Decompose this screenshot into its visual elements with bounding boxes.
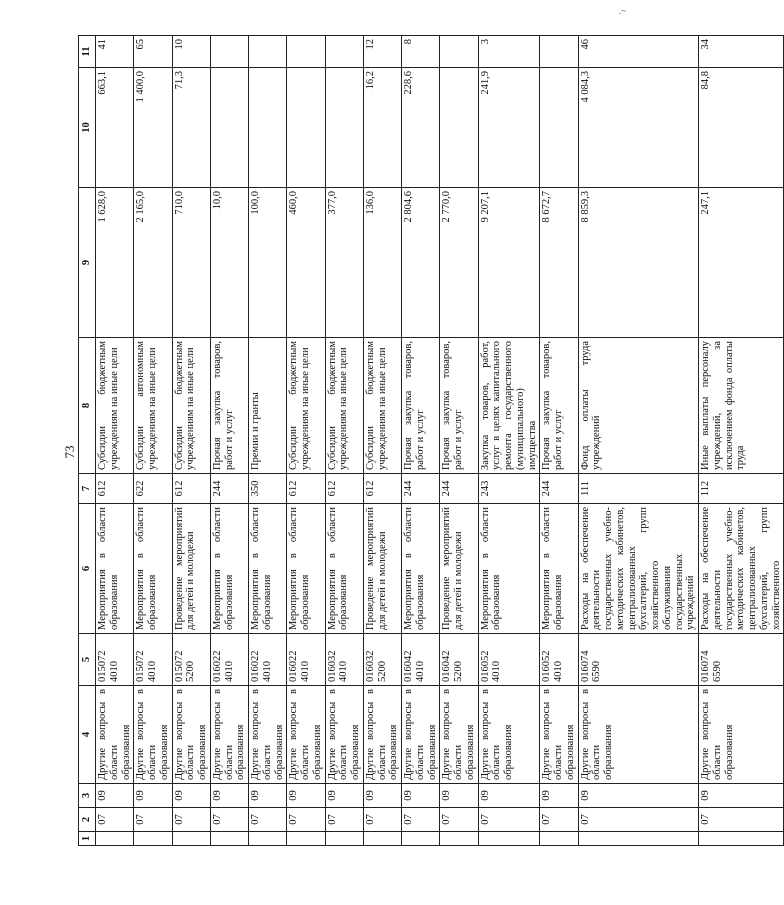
subsection-cell: 09 [287,784,325,808]
section-cell: 07 [402,808,440,832]
expense-type-code-cell: 622 [134,474,172,504]
expense-type-code-cell: 244 [440,474,478,504]
percent-cell: 34 [699,36,784,68]
table-row [402,36,440,846]
section-name-cell: Другие вопросы в области образования [287,686,325,784]
expense-type-cell: Прочая закупка товаров, работ и услуг [402,338,440,474]
blank-cell [363,832,401,846]
percent-cell: 12 [363,36,401,68]
target-code-cell: 016074 6590 [699,634,784,686]
expense-type-code-cell: 612 [363,474,401,504]
expense-type-cell: Премии и гранты [249,338,287,474]
expense-type-code-cell: 244 [540,474,578,504]
subsection-cell: 09 [325,784,363,808]
table-row [578,36,699,846]
subsection-cell: 09 [440,784,478,808]
section-cell: 07 [134,808,172,832]
expense-type-cell: Субсидии бюджетным учреждениям на иные цели [287,338,325,474]
subsection-cell: 09 [249,784,287,808]
purpose-cell: Расходы на обеспечение деятельности государственных учебно-методических кабинетов, централизованных бухгалтерий, групп хозяйственного [699,504,784,634]
subsection-cell: 09 [172,784,210,808]
header-cell: 2 [79,808,96,832]
percent-cell [440,36,478,68]
section-name-cell: Другие вопросы в области образования [325,686,363,784]
section-cell: 07 [249,808,287,832]
section-cell: 07 [478,808,540,832]
purpose-cell: Мероприятия в области образования [478,504,540,634]
expense-type-code-cell: 612 [172,474,210,504]
percent-cell: 65 [134,36,172,68]
budget-table [78,35,784,846]
expense-type-code-cell: 111 [578,474,699,504]
section-cell: 07 [172,808,210,832]
subsection-cell: 09 [540,784,578,808]
section-cell: 07 [699,808,784,832]
rotated-page [78,36,782,846]
planned-amount-cell: 10,0 [210,188,248,338]
purpose-cell: Мероприятия в области образования [134,504,172,634]
blank-cell [325,832,363,846]
table-row [478,36,540,846]
blank-cell [172,832,210,846]
planned-amount-cell: 710,0 [172,188,210,338]
purpose-cell: Проведение мероприятий для детей и молодежи [363,504,401,634]
executed-amount-cell: 84,8 [699,68,784,188]
executed-amount-cell [249,68,287,188]
expense-type-cell: Иные выплаты персоналу учреждений, за исключением фонда оплаты труда [699,338,784,474]
section-name-cell: Другие вопросы в области образования [210,686,248,784]
section-cell: 07 [578,808,699,832]
header-cell: 3 [79,784,96,808]
subsection-cell: 09 [699,784,784,808]
expense-type-code-cell: 244 [210,474,248,504]
expense-type-cell: Субсидии бюджетным учреждениям на иные цели [363,338,401,474]
blank-cell [699,832,784,846]
purpose-cell: Мероприятия в области образования [210,504,248,634]
section-name-cell: Другие вопросы в области образования [96,686,134,784]
percent-cell: 3 [478,36,540,68]
planned-amount-cell: 460,0 [287,188,325,338]
expense-type-cell: Субсидии автономным учреждениям на иные цели [134,338,172,474]
percent-cell: 8 [402,36,440,68]
expense-type-cell: Прочая закупка товаров, работ и услуг [440,338,478,474]
expense-type-cell: Прочая закупка товаров, работ и услуг [210,338,248,474]
expense-type-cell: Прочая закупка товаров, работ и услуг [540,338,578,474]
executed-amount-cell: 16,2 [363,68,401,188]
target-code-cell: 015072 4010 [134,634,172,686]
executed-amount-cell: 241,9 [478,68,540,188]
table-row [440,36,478,846]
section-name-cell: Другие вопросы в области образования [578,686,699,784]
expense-type-cell: Субсидии бюджетным учреждениям на иные цели [172,338,210,474]
expense-type-code-cell: 244 [402,474,440,504]
expense-type-cell: Субсидии бюджетным учреждениям на иные цели [96,338,134,474]
section-name-cell: Другие вопросы в области образования [363,686,401,784]
blank-cell [287,832,325,846]
purpose-cell: Мероприятия в области образования [402,504,440,634]
purpose-cell: Мероприятия в области образования [540,504,578,634]
header-cell: 1 [79,832,96,846]
planned-amount-cell: 2 770,0 [440,188,478,338]
blank-cell [249,832,287,846]
expense-type-code-cell: 350 [249,474,287,504]
section-name-cell: Другие вопросы в области образования [402,686,440,784]
blank-cell [478,832,540,846]
section-cell: 07 [363,808,401,832]
blank-cell [96,832,134,846]
executed-amount-cell: 4 084,3 [578,68,699,188]
blank-cell [134,832,172,846]
executed-amount-cell: 228,6 [402,68,440,188]
table-row [325,36,363,846]
purpose-cell: Расходы на обеспечение деятельности государственных учебно-методических кабинетов, централизованных бухгалтерий, групп хозяйственного обслуживания государственных учреждений [578,504,699,634]
executed-amount-cell [540,68,578,188]
header-cell: 8 [79,338,96,474]
target-code-cell: 016022 4010 [210,634,248,686]
expense-type-code-cell: 612 [287,474,325,504]
percent-cell [325,36,363,68]
page-number: 73 [62,445,77,459]
section-cell: 07 [325,808,363,832]
percent-cell [249,36,287,68]
section-name-cell: Другие вопросы в области образования [478,686,540,784]
target-code-cell: 015072 5200 [172,634,210,686]
table-row [249,36,287,846]
planned-amount-cell: 1 628,0 [96,188,134,338]
planned-amount-cell: 136,0 [363,188,401,338]
section-name-cell: Другие вопросы в области образования [249,686,287,784]
table-row [96,36,134,846]
expense-type-code-cell: 112 [699,474,784,504]
target-code-cell: 016074 6590 [578,634,699,686]
subsection-cell: 09 [478,784,540,808]
target-code-cell: 015072 4010 [96,634,134,686]
percent-cell: 46 [578,36,699,68]
blank-cell [540,832,578,846]
table-row [172,36,210,846]
table-row [699,36,784,846]
planned-amount-cell: 8 672,7 [540,188,578,338]
target-code-cell: 016052 4010 [478,634,540,686]
header-cell: 10 [79,68,96,188]
planned-amount-cell: 8 859,3 [578,188,699,338]
table-body [96,36,784,846]
target-code-cell: 016052 4010 [540,634,578,686]
planned-amount-cell: 2 804,6 [402,188,440,338]
table-row [540,36,578,846]
target-code-cell: 016022 4010 [249,634,287,686]
header-cell: 6 [79,504,96,634]
section-cell: 07 [540,808,578,832]
section-name-cell: Другие вопросы в области образования [172,686,210,784]
section-name-cell: Другие вопросы в области образования [440,686,478,784]
purpose-cell: Мероприятия в области образования [249,504,287,634]
expense-type-cell: Закупка товаров, работ, услуг в целях капитального ремонта государственного (муниципального) имущества [478,338,540,474]
subsection-cell: 09 [578,784,699,808]
subsection-cell: 09 [96,784,134,808]
purpose-cell: Проведение мероприятий для детей и молодежи [440,504,478,634]
subsection-cell: 09 [134,784,172,808]
subsection-cell: 09 [363,784,401,808]
planned-amount-cell: 100,0 [249,188,287,338]
table-row [134,36,172,846]
percent-cell: 10 [172,36,210,68]
table-row [210,36,248,846]
blank-cell [402,832,440,846]
purpose-cell: Мероприятия в области образования [325,504,363,634]
edge-mark: .~ [618,6,626,16]
blank-cell [440,832,478,846]
target-code-cell: 016032 5200 [363,634,401,686]
header-cell: 7 [79,474,96,504]
table-row [363,36,401,846]
executed-amount-cell: 663,1 [96,68,134,188]
section-cell: 07 [287,808,325,832]
section-name-cell: Другие вопросы в области образования [540,686,578,784]
table-row [287,36,325,846]
target-code-cell: 016042 5200 [440,634,478,686]
executed-amount-cell [440,68,478,188]
executed-amount-cell: 71,3 [172,68,210,188]
executed-amount-cell [325,68,363,188]
subsection-cell: 09 [402,784,440,808]
executed-amount-cell: 1 400,0 [134,68,172,188]
header-cell: 11 [79,36,96,68]
purpose-cell: Мероприятия в области образования [96,504,134,634]
section-cell: 07 [440,808,478,832]
planned-amount-cell: 247,1 [699,188,784,338]
percent-cell: 41 [96,36,134,68]
planned-amount-cell: 9 207,1 [478,188,540,338]
percent-cell [210,36,248,68]
percent-cell [540,36,578,68]
section-cell: 07 [96,808,134,832]
executed-amount-cell [287,68,325,188]
blank-cell [210,832,248,846]
section-name-cell: Другие вопросы в области образования [134,686,172,784]
rotated-table-wrapper [78,36,782,846]
header-row [79,36,96,846]
section-name-cell: Другие вопросы в области образования [699,686,784,784]
planned-amount-cell: 377,0 [325,188,363,338]
percent-cell [287,36,325,68]
target-code-cell: 016032 4010 [325,634,363,686]
executed-amount-cell [210,68,248,188]
header-cell: 9 [79,188,96,338]
subsection-cell: 09 [210,784,248,808]
expense-type-code-cell: 243 [478,474,540,504]
planned-amount-cell: 2 165,0 [134,188,172,338]
expense-type-cell: Субсидии бюджетным учреждениям на иные цели [325,338,363,474]
expense-type-code-cell: 612 [325,474,363,504]
header-cell: 5 [79,634,96,686]
section-cell: 07 [210,808,248,832]
target-code-cell: 016042 4010 [402,634,440,686]
expense-type-code-cell: 612 [96,474,134,504]
header-cell: 4 [79,686,96,784]
blank-cell [578,832,699,846]
target-code-cell: 016022 4010 [287,634,325,686]
expense-type-cell: Фонд оплаты труда учреждений [578,338,699,474]
purpose-cell: Проведение мероприятий для детей и молодежи [172,504,210,634]
purpose-cell: Мероприятия в области образования [287,504,325,634]
